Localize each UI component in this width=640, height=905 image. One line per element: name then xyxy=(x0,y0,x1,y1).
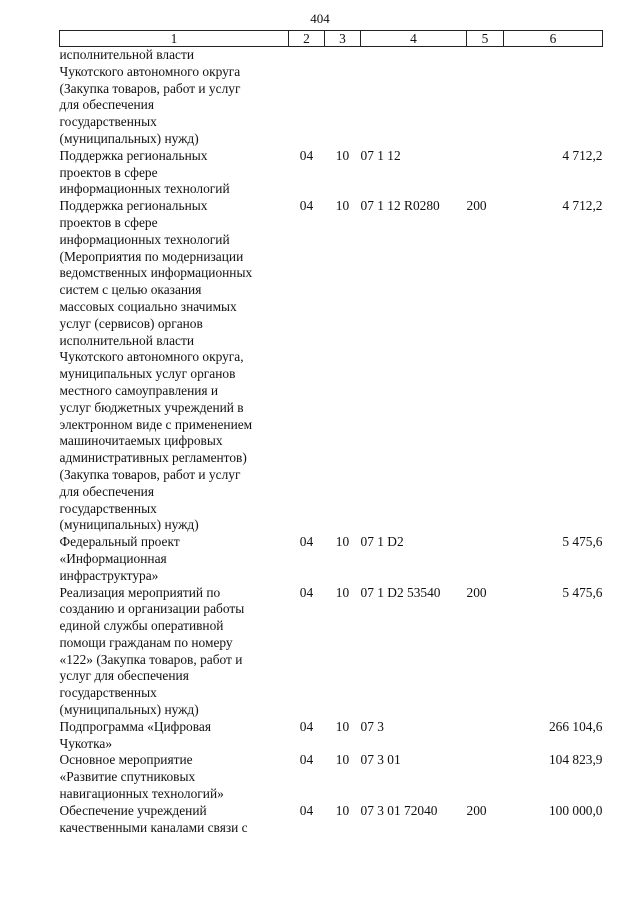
row-subsection: 10 xyxy=(335,584,350,600)
table-row xyxy=(60,148,603,198)
column-header-1: 1 xyxy=(60,31,289,47)
row-amount: 100 000,0 xyxy=(548,802,603,818)
row-subsection: 10 xyxy=(335,802,350,818)
table-row xyxy=(60,585,603,719)
row-section: 04 xyxy=(299,752,314,768)
row-target-code: 07 3 01 xyxy=(360,752,401,768)
row-section: 04 xyxy=(299,198,314,214)
row-section: 04 xyxy=(299,147,314,163)
row-amount: 266 104,6 xyxy=(548,718,603,734)
row-section: 04 xyxy=(299,584,314,600)
row-name: Подпрограмма «Цифровая Чукотка» xyxy=(59,718,211,751)
row-expense-type: 200 xyxy=(466,584,487,600)
row-expense-type xyxy=(467,47,504,148)
row-expense-type: 200 xyxy=(466,198,487,214)
row-name: Основное мероприятие «Развитие спутниковых навигационных технологий» xyxy=(59,752,224,802)
row-target-code: 07 1 12 R0280 xyxy=(360,198,440,214)
row-amount xyxy=(504,47,603,148)
row-target-code: 07 1 12 xyxy=(360,147,401,163)
row-expense-type xyxy=(467,148,504,198)
row-expense-type xyxy=(467,752,504,802)
row-expense-type xyxy=(467,534,504,584)
row-subsection: 10 xyxy=(335,147,350,163)
row-amount: 5 475,6 xyxy=(562,584,603,600)
table-row xyxy=(60,719,603,753)
table-row xyxy=(60,534,603,584)
column-header-4: 4 xyxy=(361,31,467,47)
table-row xyxy=(60,803,603,837)
budget-table xyxy=(59,30,603,836)
column-header-6: 6 xyxy=(504,31,603,47)
row-name: Обеспечение учреждений качественными каналами связи с xyxy=(59,802,248,835)
row-section xyxy=(289,47,325,148)
row-name: Поддержка региональных проектов в сфере информационных технологий (Мероприятия по модернизации ведомственных информационных систем с целью оказания массовых социально значимых услуг (сервисов) органов исполнительной власти Чукотского автономного округа, муниципальных услуг органов местного самоуправления и услуг бюджетных учреждений в электронном виде с применением машиночитаемых цифровых административных регламентов) (Закупка товаров, работ и услуг для обеспечения государственных (муниципальных) нужд) xyxy=(59,198,253,533)
row-subsection: 10 xyxy=(335,718,350,734)
table-header-row xyxy=(60,31,603,47)
row-amount: 4 712,2 xyxy=(562,198,603,214)
row-subsection: 10 xyxy=(335,198,350,214)
table-row xyxy=(60,198,603,534)
row-subsection: 10 xyxy=(335,534,350,550)
row-expense-type: 200 xyxy=(466,802,487,818)
row-target-code: 07 3 xyxy=(360,718,384,734)
row-name: Реализация мероприятий по созданию и организации работы единой службы оперативной помощи гражданам по номеру «122» (Закупка товаров, работ и услуг для обеспечения государственных (муниципальных) нужд) xyxy=(59,584,245,718)
row-section: 04 xyxy=(299,534,314,550)
row-section: 04 xyxy=(299,718,314,734)
row-amount: 5 475,6 xyxy=(562,534,603,550)
row-target-code: 07 1 D2 xyxy=(360,534,404,550)
page-number: 404 xyxy=(310,11,330,26)
row-subsection: 10 xyxy=(335,752,350,768)
row-target-code: 07 3 01 72040 xyxy=(360,802,438,818)
column-header-5: 5 xyxy=(467,31,504,47)
row-amount: 4 712,2 xyxy=(562,147,603,163)
row-subsection xyxy=(325,47,361,148)
column-header-2: 2 xyxy=(289,31,325,47)
row-name: Поддержка региональных проектов в сфере информационных технологий xyxy=(59,147,230,197)
row-target-code: 07 1 D2 53540 xyxy=(360,584,441,600)
row-expense-type xyxy=(467,719,504,753)
row-section: 04 xyxy=(299,802,314,818)
table-row xyxy=(60,47,603,148)
column-header-3: 3 xyxy=(325,31,361,47)
row-target-code xyxy=(361,47,467,148)
table-row xyxy=(60,752,603,802)
row-name: исполнительной власти Чукотского автономного округа (Закупка товаров, работ и услуг для обеспечения государственных (муниципальных) нужд) xyxy=(59,47,241,146)
row-amount: 104 823,9 xyxy=(548,752,603,768)
row-name: Федеральный проект «Информационная инфраструктура» xyxy=(59,534,180,583)
